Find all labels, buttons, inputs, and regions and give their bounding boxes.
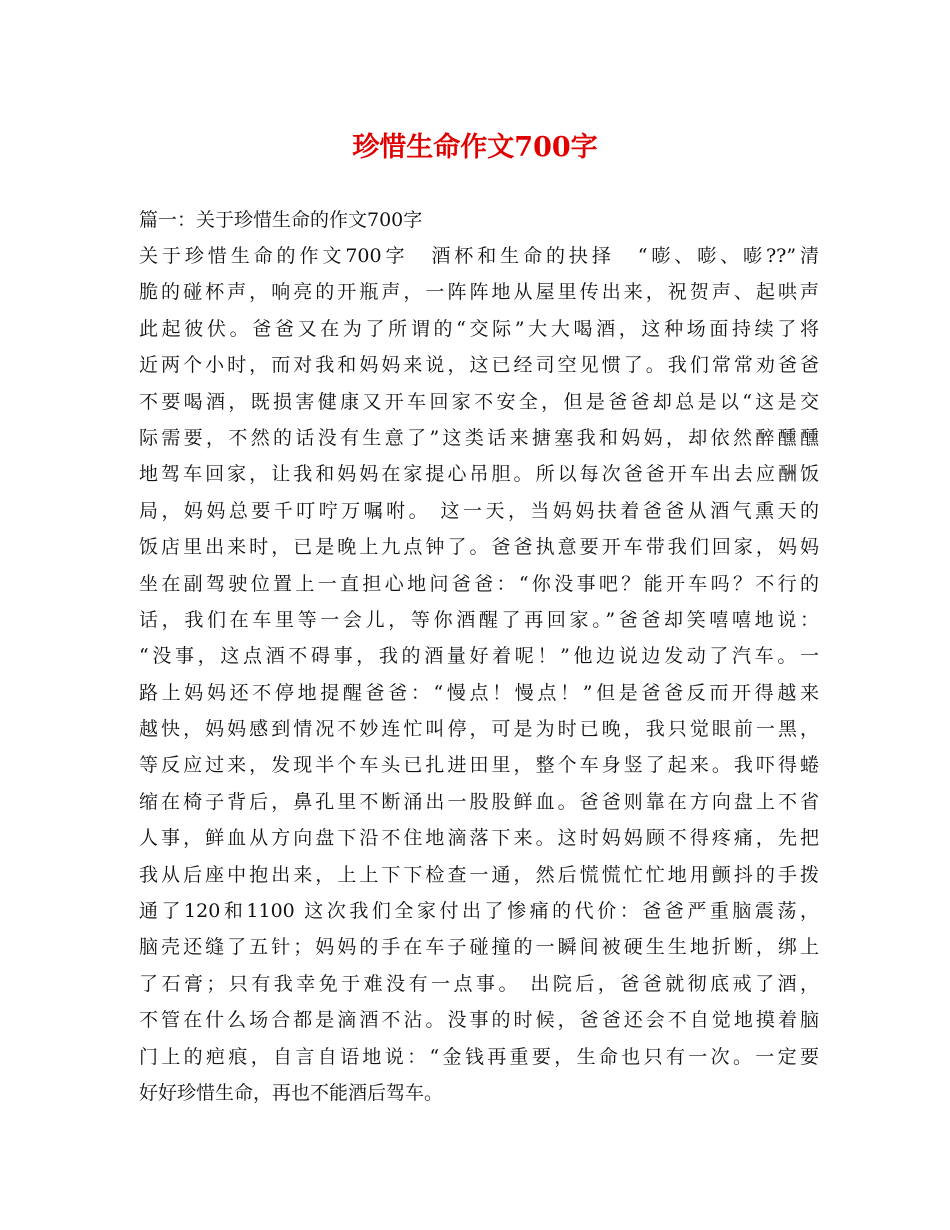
- essay-body: [139, 238, 819, 1111]
- text-line: 人事，鲜血从方向盘下沿不住地滴落下来。这时妈妈顾不得疼痛，先把: [139, 827, 819, 850]
- text-line: 了石膏；只有我幸免于难没有一点事。 出院后，爸爸就彻底戒了酒，: [139, 972, 819, 995]
- text-line: 话，我们在车里等一会儿，等你酒醒了再回家。”爸爸却笑嘻嘻地说：: [139, 608, 819, 631]
- text-line: 不管在什么场合都是滴酒不沾。没事的时候，爸爸还会不自觉地摸着脑: [139, 1009, 819, 1032]
- text-line: 局，妈妈总要千叮咛万嘱咐。 这一天，当妈妈扶着爸爸从酒气熏天的: [139, 499, 819, 522]
- text-line: 通了120和1100 这次我们全家付出了惨痛的代价：爸爸严重脑震荡，: [139, 900, 819, 923]
- text-line: 好好珍惜生命，再也不能酒后驾车。: [139, 1081, 444, 1104]
- text-line: 路上妈妈还不停地提醒爸爸：“慢点！慢点！”但是爸爸反而开得越来: [139, 681, 819, 704]
- text-line: 越快，妈妈感到情况不妙连忙叫停，可是为时已晚，我只觉眼前一黑，: [139, 718, 819, 741]
- text-line: 不要喝酒，既损害健康又开车回家不安全，但是爸爸却总是以“这是交: [139, 390, 819, 413]
- text-line: 际需要，不然的话没有生意了”这类话来搪塞我和妈妈，却依然醉醺醺: [139, 426, 819, 449]
- text-line: “没事，这点酒不碍事，我的酒量好着呢！”他边说边发动了汽车。一: [139, 645, 819, 668]
- text-line: 地驾车回家，让我和妈妈在家提心吊胆。所以每次爸爸开车出去应酬饭: [139, 463, 819, 486]
- section-heading: 篇一：关于珍惜生命的作文700字: [139, 209, 423, 231]
- text-line: 脑壳还缝了五针；妈妈的手在车子碰撞的一瞬间被硬生生地折断，绑上: [139, 936, 819, 959]
- text-line: 门上的疤痕，自言自语地说：“金钱再重要，生命也只有一次。一定要: [139, 1045, 819, 1068]
- text-line: 脆的碰杯声，响亮的开瓶声，一阵阵地从屋里传出来，祝贺声、起哄声: [139, 281, 819, 304]
- text-line: 近两个小时，而对我和妈妈来说，这已经司空见惯了。我们常常劝爸爸: [139, 354, 819, 377]
- text-line: 关于珍惜生命的作文700字 酒杯和生命的抉择 “嘭、嘭、嘭??”清: [139, 245, 819, 267]
- text-line: 缩在椅子背后，鼻孔里不断涌出一股股鲜血。爸爸则靠在方向盘上不省: [139, 790, 819, 813]
- text-line: 我从后座中抱出来，上上下下检查一通，然后慌慌忙忙地用颤抖的手拨: [139, 863, 819, 886]
- text-line: 等反应过来，发现半个车头已扎进田里，整个车身竖了起来。我吓得蜷: [139, 754, 819, 777]
- text-line: 坐在副驾驶位置上一直担心地问爸爸：“你没事吧？能开车吗？不行的: [139, 572, 819, 595]
- text-line: 此起彼伏。爸爸又在为了所谓的“交际”大大喝酒，这种场面持续了将: [139, 317, 819, 340]
- document-title: 珍惜生命作文700字: [352, 132, 598, 163]
- text-line: 饭店里出来时，已是晚上九点钟了。爸爸执意要开车带我们回家，妈妈: [139, 536, 819, 559]
